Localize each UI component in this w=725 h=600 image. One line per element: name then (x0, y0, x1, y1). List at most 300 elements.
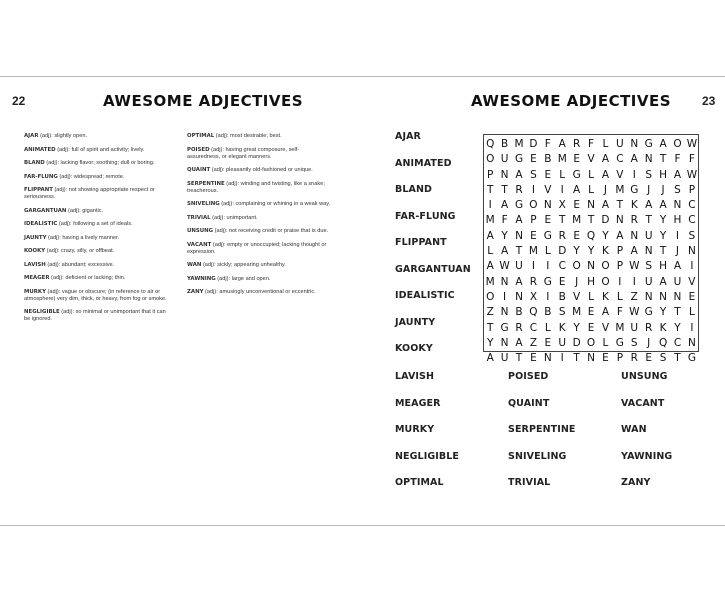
grid-letter[interactable]: D (572, 336, 581, 349)
grid-letter[interactable]: I (488, 199, 492, 212)
page-title-right: AWESOME ADJECTIVES (471, 92, 672, 110)
grid-letter[interactable]: F (616, 306, 623, 319)
grid-letter[interactable]: A (601, 306, 610, 319)
grid-letter[interactable]: H (587, 275, 595, 288)
grid-letter[interactable]: G (500, 321, 509, 334)
grid-letter[interactable]: Y (587, 245, 595, 258)
grid-letter[interactable]: N (543, 352, 552, 365)
grid-letter[interactable]: A (659, 199, 667, 212)
grid-letter[interactable]: S (659, 352, 667, 365)
grid-letter[interactable]: N (515, 290, 523, 303)
grid-letter[interactable]: N (687, 336, 696, 349)
grid-letter[interactable]: M (572, 306, 582, 319)
grid-letter[interactable]: N (500, 336, 509, 349)
grid-letter[interactable]: S (674, 183, 681, 196)
grid-letter[interactable]: P (530, 214, 537, 227)
grid-letter[interactable]: M (485, 275, 495, 288)
word-list-item: IDEALISTIC (395, 290, 455, 301)
grid-letter[interactable]: Y (659, 229, 667, 242)
grid-letter[interactable]: Q (486, 138, 495, 150)
grid-letter[interactable]: K (659, 321, 667, 334)
grid-letter[interactable]: Y (501, 229, 508, 242)
grid-letter[interactable]: E (587, 321, 595, 334)
grid-letter[interactable]: A (501, 199, 509, 212)
grid-letter[interactable]: A (486, 260, 494, 273)
grid-letter[interactable]: I (632, 168, 636, 181)
grid-letter[interactable]: E (530, 229, 537, 242)
grid-row (483, 244, 699, 259)
grid-letter[interactable]: M (572, 214, 582, 227)
grid-letter[interactable]: G (644, 138, 653, 150)
grid-letter[interactable]: N (543, 199, 552, 212)
grid-row (483, 198, 699, 213)
definition-word: SERPENTINE (187, 180, 225, 187)
grid-letter[interactable]: W (686, 138, 698, 150)
grid-letter[interactable]: T (573, 352, 580, 365)
grid-letter[interactable]: M (528, 245, 538, 258)
grid-letter[interactable]: J (575, 275, 579, 288)
grid-letter[interactable]: R (630, 352, 638, 365)
grid-letter[interactable]: U (558, 336, 567, 349)
grid-letter[interactable]: G (543, 275, 552, 288)
word-search-grid[interactable] (483, 137, 699, 366)
grid-letter[interactable]: Y (674, 321, 681, 334)
grid-letter[interactable]: E (530, 153, 537, 166)
grid-letter[interactable]: P (487, 168, 494, 181)
grid-letter[interactable]: W (629, 306, 640, 319)
grid-letter[interactable]: A (515, 336, 523, 349)
definition-text: (adj): widespread; remote. (57, 173, 125, 180)
grid-letter[interactable]: U (644, 229, 653, 242)
grid-letter[interactable]: B (544, 153, 552, 166)
word-list-bottom-1 (395, 371, 459, 504)
grid-letter[interactable]: T (515, 352, 523, 365)
grid-letter[interactable]: C (529, 321, 538, 334)
grid-letter[interactable]: L (544, 321, 551, 334)
grid-letter[interactable]: P (616, 352, 624, 365)
grid-letter[interactable]: T (616, 199, 624, 212)
definitions-column-2 (187, 133, 332, 303)
grid-letter[interactable]: T (486, 183, 494, 196)
definition-text: (adj): sickly; appearing unhealthy. (201, 262, 286, 268)
grid-letter[interactable]: C (688, 199, 696, 212)
definition-text: (adj): most desirable; best. (214, 133, 282, 139)
grid-letter[interactable]: N (659, 290, 667, 303)
page-number-left: 22 (12, 94, 26, 108)
grid-letter[interactable]: C (688, 214, 696, 227)
grid-letter[interactable]: I (675, 229, 680, 242)
grid-letter[interactable]: G (615, 336, 624, 349)
definition-word: ANIMATED (24, 146, 56, 153)
grid-letter[interactable]: V (616, 168, 624, 181)
grid-letter[interactable]: U (673, 275, 682, 288)
grid-letter[interactable]: G (572, 168, 581, 181)
grid-letter[interactable]: V (544, 183, 552, 196)
grid-letter[interactable]: E (602, 352, 609, 365)
grid-letter[interactable]: R (558, 229, 566, 242)
grid-letter[interactable]: I (546, 260, 550, 273)
grid-letter[interactable]: N (587, 260, 595, 273)
grid-letter[interactable]: A (673, 260, 682, 273)
grid-letter[interactable]: C (616, 153, 624, 166)
grid-row (483, 351, 699, 366)
definition-text: (adj): large and open. (215, 275, 271, 282)
grid-letter[interactable]: O (673, 138, 682, 150)
grid-letter[interactable]: O (601, 275, 610, 288)
grid-letter[interactable]: I (503, 290, 507, 303)
definition-text: (adj): gigantic. (66, 207, 104, 214)
grid-letter[interactable]: L (588, 183, 594, 196)
grid-letter[interactable]: T (501, 183, 508, 196)
definition-word: AJAR (24, 133, 39, 139)
grid-letter[interactable]: M (485, 214, 495, 227)
grid-letter[interactable]: V (587, 153, 595, 166)
grid-letter[interactable]: G (630, 183, 639, 196)
grid-row (483, 336, 699, 351)
definition-entry (24, 235, 169, 242)
grid-letter[interactable]: A (515, 168, 523, 181)
grid-letter[interactable]: E (544, 336, 552, 349)
grid-letter[interactable]: Q (586, 229, 596, 242)
grid-letter[interactable]: F (588, 138, 595, 150)
definition-word: FLIPPANT (24, 187, 53, 193)
grid-letter[interactable]: A (659, 275, 667, 288)
definition-entry (24, 221, 169, 228)
grid-letter[interactable]: S (558, 306, 566, 319)
grid-letter[interactable]: S (645, 168, 652, 181)
grid-letter[interactable]: Y (573, 245, 580, 258)
grid-letter[interactable]: O (486, 153, 495, 166)
grid-letter[interactable]: P (616, 245, 624, 258)
grid-letter[interactable]: S (688, 229, 696, 242)
definition-word: BLAND (24, 160, 45, 166)
grid-letter[interactable]: G (687, 352, 696, 365)
grid-letter[interactable]: E (573, 153, 580, 166)
definition-word: SNIVELING (187, 201, 220, 207)
page-number-right: 23 (702, 94, 716, 108)
grid-letter[interactable]: R (630, 214, 638, 227)
grid-letter[interactable]: N (687, 245, 696, 258)
grid-letter[interactable]: I (690, 321, 694, 334)
grid-letter[interactable]: J (661, 183, 665, 196)
grid-letter[interactable]: H (659, 168, 668, 181)
grid-letter[interactable]: R (572, 138, 581, 150)
grid-letter[interactable]: A (673, 168, 682, 181)
grid-letter[interactable]: U (630, 321, 639, 334)
word-list-item: SERPENTINE (508, 424, 576, 435)
grid-letter[interactable]: L (616, 290, 623, 303)
grid-letter[interactable]: W (629, 260, 640, 273)
grid-letter[interactable]: L (544, 245, 551, 258)
grid-letter[interactable]: L (588, 290, 594, 303)
grid-letter[interactable]: G (514, 199, 524, 212)
grid-letter[interactable]: Z (630, 290, 638, 303)
grid-letter[interactable]: O (601, 260, 610, 273)
grid-letter[interactable]: T (659, 245, 667, 258)
grid-letter[interactable]: E (688, 290, 696, 303)
grid-letter[interactable]: G (644, 306, 653, 319)
grid-letter[interactable]: N (644, 290, 653, 303)
definition-word: LAVISH (24, 261, 46, 268)
grid-letter[interactable]: D (558, 245, 567, 258)
grid-letter[interactable]: V (573, 290, 581, 303)
definition-text: (adj): amusingly unconventional or eccentric. (203, 289, 316, 295)
definition-text: (adj): following a set of ideals. (57, 221, 133, 227)
grid-letter[interactable]: P (616, 260, 624, 273)
grid-letter[interactable]: N (615, 214, 624, 227)
grid-letter[interactable]: C (673, 336, 682, 349)
word-list-item: OPTIMAL (395, 477, 444, 488)
grid-letter[interactable]: Y (602, 229, 609, 242)
grid-letter[interactable]: S (645, 260, 652, 273)
grid-letter[interactable]: E (573, 199, 580, 212)
definition-word: GARGANTUAN (24, 207, 67, 214)
grid-letter[interactable]: H (659, 260, 668, 273)
grid-letter[interactable]: N (644, 153, 653, 166)
definition-entry (187, 133, 332, 140)
grid-letter[interactable]: E (573, 229, 580, 242)
grid-letter[interactable]: R (645, 321, 653, 334)
grid-letter[interactable]: T (486, 321, 494, 334)
definition-text: (adj): having a lively manner. (46, 234, 120, 241)
grid-letter[interactable]: T (587, 214, 595, 227)
grid-letter[interactable]: Y (659, 214, 667, 227)
grid-letter[interactable]: V (601, 321, 610, 334)
grid-letter[interactable]: X (558, 199, 566, 212)
grid-letter[interactable]: I (690, 260, 694, 273)
definition-word: TRIVIAL (187, 214, 211, 221)
grid-letter[interactable]: L (487, 245, 494, 258)
definition-entry (24, 133, 169, 140)
grid-letter[interactable]: R (529, 275, 538, 288)
grid-letter[interactable]: B (501, 138, 509, 150)
grid-letter[interactable]: N (630, 229, 639, 242)
grid-letter[interactable]: D (601, 214, 610, 227)
word-list-item: SNIVELING (508, 450, 567, 462)
grid-letter[interactable]: Y (659, 306, 667, 319)
grid-letter[interactable]: N (587, 199, 595, 212)
grid-letter[interactable]: I (531, 183, 535, 196)
definition-word: FAR-FLUNG (24, 173, 58, 180)
word-list-item: QUAINT (508, 397, 550, 409)
grid-letter[interactable]: I (560, 183, 564, 196)
grid-letter[interactable]: N (500, 306, 509, 319)
definition-entry (187, 181, 332, 195)
grid-letter[interactable]: S (530, 168, 537, 181)
grid-letter[interactable]: F (674, 153, 681, 166)
definition-entry (187, 276, 332, 283)
grid-letter[interactable]: U (500, 153, 509, 166)
definition-entry (24, 160, 169, 167)
word-list-item: TRIVIAL (508, 477, 551, 488)
grid-letter[interactable]: A (515, 214, 523, 227)
definition-entry (187, 228, 332, 235)
grid-letter[interactable]: I (632, 275, 636, 288)
grid-letter[interactable]: E (530, 352, 537, 365)
grid-letter[interactable]: B (558, 290, 566, 303)
grid-letter[interactable]: B (544, 306, 552, 319)
grid-letter[interactable]: A (630, 153, 638, 166)
grid-letter[interactable]: Q (658, 336, 668, 349)
grid-letter[interactable]: I (560, 352, 564, 365)
grid-letter[interactable]: E (544, 214, 552, 227)
grid-letter[interactable]: E (544, 168, 552, 181)
grid-letter[interactable]: A (573, 183, 581, 196)
grid-letter[interactable]: L (602, 138, 609, 150)
grid-letter[interactable]: U (515, 260, 523, 273)
grid-letter[interactable]: J (647, 336, 651, 349)
word-list-item: BLAND (395, 184, 432, 195)
grid-row (483, 183, 699, 198)
grid-letter[interactable]: E (645, 352, 652, 365)
grid-letter[interactable]: N (630, 138, 639, 150)
grid-letter[interactable]: T (674, 352, 681, 365)
grid-letter[interactable]: E (558, 275, 566, 288)
grid-letter[interactable]: L (688, 306, 695, 319)
grid-letter[interactable]: N (644, 245, 653, 258)
grid-letter[interactable]: C (558, 260, 566, 273)
grid-letter[interactable]: X (529, 290, 538, 303)
grid-letter[interactable]: A (630, 245, 638, 258)
grid-letter[interactable]: Z (486, 306, 494, 319)
word-list-item: NEGLIGIBLE (395, 450, 459, 462)
grid-letter[interactable]: D (529, 138, 538, 150)
grid-letter[interactable]: N (500, 275, 509, 288)
definition-word: MEAGER (24, 275, 50, 281)
grid-letter[interactable]: T (659, 153, 667, 166)
definition-entry (24, 289, 169, 303)
definition-word: POISED (187, 146, 210, 153)
grid-letter[interactable]: W (686, 168, 698, 181)
grid-letter[interactable]: S (630, 336, 638, 349)
grid-letter[interactable]: A (501, 245, 509, 258)
word-list-item: YAWNING (621, 450, 673, 462)
page-title-left: AWESOME ADJECTIVES (103, 92, 304, 110)
grid-letter[interactable]: R (515, 321, 523, 334)
grid-row (483, 259, 699, 274)
grid-letter[interactable]: U (644, 275, 653, 288)
grid-letter[interactable]: H (673, 214, 682, 227)
grid-letter[interactable]: K (602, 245, 609, 258)
word-list-item: GARGANTUAN (395, 263, 471, 275)
grid-letter[interactable]: I (618, 275, 622, 288)
grid-letter[interactable]: J (675, 245, 680, 258)
grid-letter[interactable]: F (688, 153, 695, 166)
grid-letter[interactable]: G (514, 153, 524, 166)
grid-letter[interactable]: N (515, 229, 523, 242)
grid-letter[interactable]: T (645, 214, 652, 227)
grid-letter[interactable]: O (529, 199, 538, 212)
grid-letter[interactable]: A (601, 168, 610, 181)
grid-letter[interactable]: M (615, 183, 625, 196)
grid-letter[interactable]: Q (529, 306, 538, 319)
word-list-bottom-3 (621, 371, 672, 504)
grid-letter[interactable]: F (501, 214, 508, 227)
grid-letter[interactable]: I (531, 260, 535, 273)
grid-letter[interactable]: L (559, 168, 566, 181)
grid-letter[interactable]: T (515, 245, 523, 258)
grid-letter[interactable]: J (603, 183, 607, 196)
grid-letter[interactable]: J (647, 183, 651, 196)
grid-letter[interactable]: G (543, 229, 552, 242)
grid-letter[interactable]: L (602, 336, 609, 349)
grid-letter[interactable]: K (602, 290, 609, 303)
grid-letter[interactable]: A (601, 199, 610, 212)
grid-letter[interactable]: A (558, 138, 566, 150)
word-list-item: ANIMATED (395, 157, 452, 169)
word-list-item: JAUNTY (395, 316, 436, 328)
grid-letter[interactable]: M (615, 321, 625, 334)
grid-letter[interactable]: B (515, 306, 523, 319)
grid-letter[interactable]: N (673, 199, 682, 212)
grid-letter[interactable]: Z (529, 336, 538, 349)
grid-letter[interactable]: I (546, 290, 550, 303)
definition-text: (adj): lacking flavor; soothing; dull or boring. (44, 160, 155, 166)
grid-letter[interactable]: A (616, 229, 624, 242)
grid-letter[interactable]: A (659, 138, 667, 150)
grid-letter[interactable]: A (601, 153, 610, 166)
definition-text: (adj): abundant; excessive. (45, 261, 115, 268)
grid-letter[interactable]: U (500, 352, 509, 365)
word-list-item: UNSUNG (621, 371, 668, 382)
word-list-item: POISED (508, 371, 549, 382)
definition-entry (24, 208, 169, 215)
grid-letter[interactable]: E (587, 306, 595, 319)
grid-letter[interactable]: R (515, 183, 523, 196)
grid-letter[interactable]: T (674, 306, 681, 319)
grid-letter[interactable]: F (544, 138, 551, 150)
grid-letter[interactable]: P (688, 183, 696, 196)
definition-word: NEGLIGIBLE (24, 309, 60, 315)
definition-word: WAN (187, 262, 202, 268)
definition-text: (adj): slightly open. (38, 133, 88, 139)
grid-letter[interactable]: L (588, 168, 594, 181)
grid-letter[interactable]: U (616, 138, 624, 150)
grid-letter[interactable]: Y (573, 321, 580, 334)
definition-word: UNSUNG (187, 228, 214, 234)
grid-letter[interactable]: W (499, 260, 510, 273)
grid-letter[interactable]: V (688, 275, 696, 288)
grid-letter[interactable]: Y (486, 336, 494, 349)
grid-letter[interactable]: N (587, 352, 595, 365)
grid-letter[interactable]: O (586, 336, 596, 349)
grid-letter[interactable]: M (514, 138, 524, 150)
grid-letter[interactable]: M (557, 153, 567, 166)
word-list-item: WAN (621, 424, 647, 435)
definition-word: QUAINT (187, 167, 211, 173)
grid-letter[interactable]: K (630, 199, 638, 212)
grid-row (483, 275, 699, 290)
grid-letter[interactable]: O (486, 290, 495, 303)
grid-letter[interactable]: N (673, 290, 682, 303)
grid-letter[interactable]: T (559, 214, 566, 227)
grid-letter[interactable]: O (572, 260, 581, 273)
grid-letter[interactable]: A (515, 275, 523, 288)
grid-letter[interactable]: K (558, 321, 566, 334)
definition-word: IDEALISTIC (24, 221, 58, 227)
definition-entry (24, 147, 169, 154)
grid-letter[interactable]: A (645, 199, 653, 212)
word-list-item: ZANY (621, 477, 651, 488)
grid-letter[interactable]: A (486, 229, 494, 242)
word-list-item: KOOKY (395, 343, 433, 354)
definition-entry (24, 248, 169, 255)
grid-letter[interactable]: N (500, 168, 509, 181)
grid-letter[interactable]: A (486, 352, 494, 365)
grid-row (483, 152, 699, 167)
definition-text: (adj): complaining or whining in a weak way. (219, 201, 331, 207)
definition-entry (187, 147, 332, 161)
